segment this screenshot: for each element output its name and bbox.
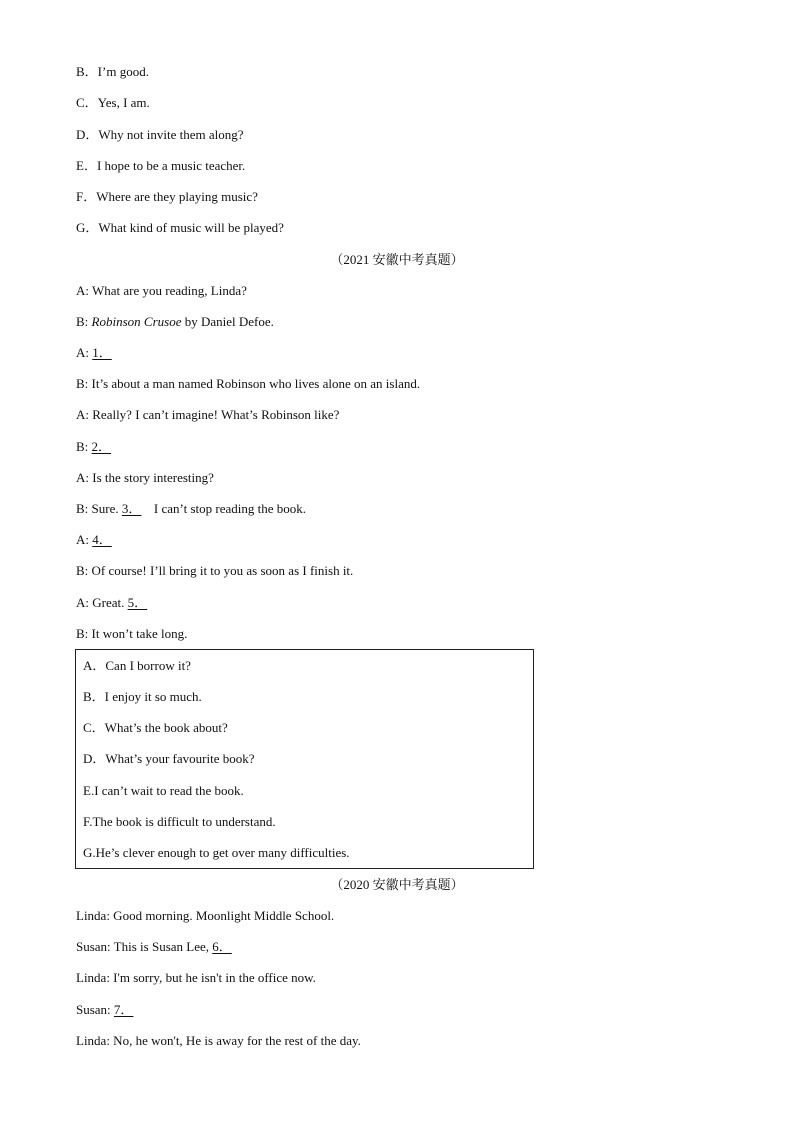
book-title: Robinson Crusoe xyxy=(91,314,182,329)
blank-5[interactable]: 5． xyxy=(127,595,148,610)
dialogue-line: A: Is the story interesting? xyxy=(76,470,214,485)
dialogue-line: B: It’s about a man named Robinson who lives alone on an island. xyxy=(76,376,421,391)
option-e: E．I hope to be a music teacher. xyxy=(76,158,246,173)
option-c: C．Yes, I am. xyxy=(76,95,150,110)
section-2020-heading: （2020 安徽中考真题） xyxy=(330,877,464,892)
speaker: B: xyxy=(76,314,92,329)
dialogue-line xyxy=(76,439,117,455)
option-a: A．Can I borrow it? xyxy=(83,658,191,673)
dialogue-text: Susan: This is Susan Lee, xyxy=(76,939,213,954)
blank-3[interactable]: 3． xyxy=(121,501,142,516)
options-box xyxy=(75,649,534,869)
dialogue-line xyxy=(76,939,238,955)
option-g: G.He’s clever enough to get over many difficulties. xyxy=(83,845,350,860)
dialogue-line xyxy=(76,532,118,548)
dialogue-text: B: Sure. xyxy=(76,501,122,516)
option-d: D．What’s your favourite book? xyxy=(83,751,255,766)
speaker: A: xyxy=(76,532,93,547)
option-f: F.The book is difficult to understand. xyxy=(83,814,276,829)
section-2021-heading: （2021 安徽中考真题） xyxy=(330,252,464,267)
dialogue-line: Linda: No, he won't, He is away for the rest of the day. xyxy=(76,1033,361,1048)
dialogue-line: Linda: Good morning. Moonlight Middle School. xyxy=(76,908,335,923)
blank-6[interactable]: 6． xyxy=(212,939,232,954)
dialogue-line xyxy=(76,345,118,361)
dialogue-text: A: Great. xyxy=(76,595,128,610)
dialogue-text: I can’t stop reading the book. xyxy=(147,501,306,516)
speaker: A: xyxy=(76,345,93,360)
option-d: D．Why not invite them along? xyxy=(76,127,244,142)
blank-4[interactable]: 4． xyxy=(92,532,112,547)
option-e: E.I can’t wait to read the book. xyxy=(83,783,244,798)
option-f: F．Where are they playing music? xyxy=(76,189,258,204)
dialogue-line xyxy=(76,1002,139,1018)
blank-1[interactable]: 1． xyxy=(92,345,112,360)
dialogue-text: Susan: xyxy=(76,1002,114,1017)
dialogue-line: A: Really? I can’t imagine! What’s Robinson like? xyxy=(76,407,340,422)
option-b: B．I’m good. xyxy=(76,64,149,79)
dialogue-line: A: What are you reading, Linda? xyxy=(76,283,247,298)
option-c: C．What’s the book about? xyxy=(83,720,228,735)
speaker: B: xyxy=(76,439,92,454)
dialogue-line xyxy=(76,595,153,611)
dialogue-line: B: It won’t take long. xyxy=(76,626,188,641)
dialogue-line xyxy=(76,501,306,517)
option-b: B．I enjoy it so much. xyxy=(83,689,202,704)
dialogue-line xyxy=(76,314,274,330)
dialogue-line: Linda: I'm sorry, but he isn't in the office now. xyxy=(76,970,316,985)
blank-7[interactable]: 7． xyxy=(113,1002,134,1017)
dialogue-text: by Daniel Defoe. xyxy=(181,314,274,329)
dialogue-line: B: Of course! I’ll bring it to you as soon as I finish it. xyxy=(76,563,354,578)
blank-2[interactable]: 2． xyxy=(91,439,112,454)
option-g: G．What kind of music will be played? xyxy=(76,220,284,235)
